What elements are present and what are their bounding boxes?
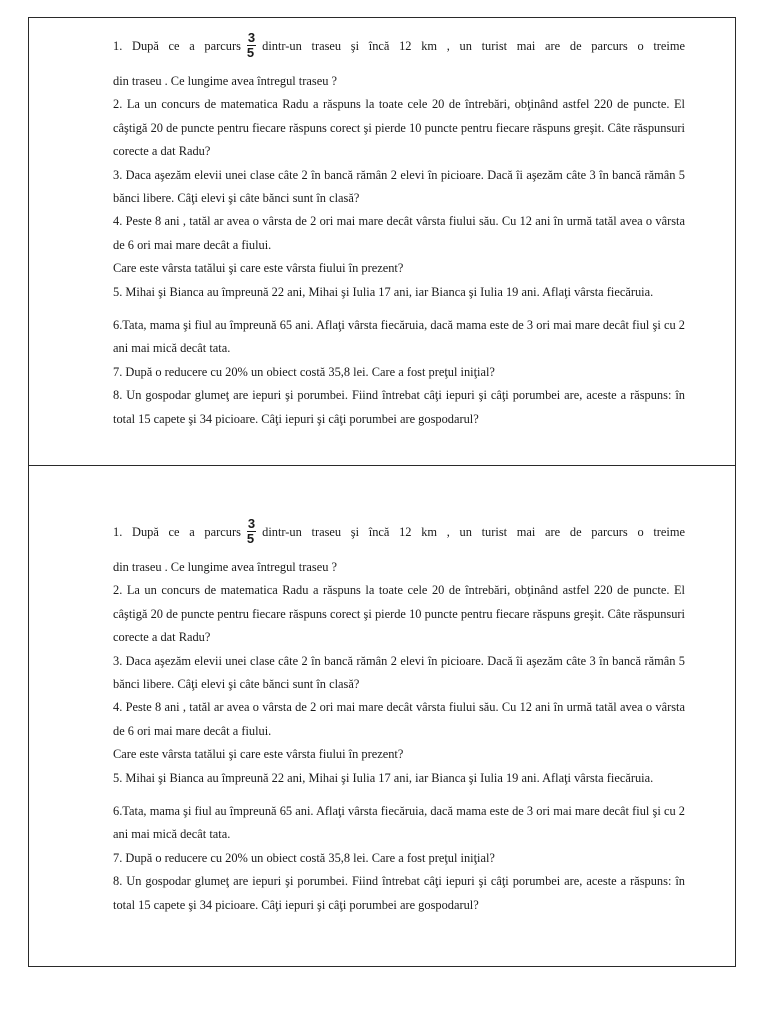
problem-8: 8. Un gospodar glumeţ are iepuri şi porumbei. Fiind întrebat câţi iepuri şi câţi porumbei are, aceste a răspuns: în total 15 capete şi 34 picioare. Câţi iepuri şi câţi porumbei are gospodarul? [113, 388, 685, 426]
problem-3: 3. Daca aşezăm elevii unei clase câte 2 în bancă rămân 2 elevi în picioare. Dacă îi aşezăm câte 3 în bancă rămân 5 bănci libere. Câţi elevi şi câte bănci sunt în clasă? [113, 653, 685, 692]
problem-1-text-end: dintr-un traseu şi încă 12 km , un turist mai are de parcurs o treime [262, 39, 685, 53]
problem-1-text-start: 1. După ce a parcurs [113, 39, 241, 53]
problem-8: 8. Un gospodar glumeţ are iepuri şi porumbei. Fiind întrebat câţi iepuri şi câţi porumbei are, aceste a răspuns: în total 15 capete şi 34 picioare. Câţi iepuri şi câţi porumbei are gospodarul? [113, 874, 685, 912]
problem-5: 5. Mihai şi Bianca au împreună 22 ani, Mihai şi Iulia 17 ani, iar Bianca şi Iulia 19 ani. Aflaţi vârsta fiecăruia. [113, 770, 654, 785]
worksheet-copy-bottom [28, 465, 736, 967]
problem-2: 2. La un concurs de matematica Radu a răspuns la toate cele 20 de întrebări, obţinând astfel 220 de puncte. El câştigă 20 de puncte pentru fiecare răspuns corect şi pierde 10 puncte pentru fiecare răspuns greşit. Câte răspunsuri corecte a dat Radu? [113, 97, 685, 159]
problem-4: 4. Peste 8 ani , tatăl ar avea o vârsta de 2 ori mai mare decât vârsta fiului său. Cu 12 ani în urmă tatăl avea o vârsta de 6 ori mai mare decât a fiului. [113, 700, 685, 738]
fraction [247, 517, 256, 546]
problem-1-line-1 [113, 26, 685, 66]
problem-list [113, 26, 685, 431]
problem-6: 6.Tata, mama şi fiul au împreună 65 ani. Aflaţi vârsta fiecăruia, dacă mama este de 3 ori mai mare decât fiul şi cu 2 ani mai mică decât tata. [113, 318, 685, 356]
spacer [113, 790, 685, 800]
problem-5: 5. Mihai şi Bianca au împreună 22 ani, Mihai şi Iulia 17 ani, iar Bianca şi Iulia 19 ani. Aflaţi vârsta fiecăruia. [113, 284, 654, 299]
problem-4-question: Care este vârsta tatălui şi care este vârsta fiului în prezent? [113, 747, 404, 762]
fraction-numerator: 3 [247, 29, 256, 45]
problem-7: 7. După o reducere cu 20% un obiect costă 35,8 lei. Care a fost preţul iniţial? [113, 850, 495, 865]
fraction-denominator: 5 [246, 44, 255, 60]
fraction-denominator: 5 [246, 530, 255, 546]
problem-6: 6.Tata, mama şi fiul au împreună 65 ani. Aflaţi vârsta fiecăruia, dacă mama este de 3 ori mai mare decât fiul şi cu 2 ani mai mică decât tata. [113, 804, 685, 842]
spacer [113, 304, 685, 314]
problem-1-line-1 [113, 512, 685, 552]
problem-7: 7. După o reducere cu 20% un obiect costă 35,8 lei. Care a fost preţul iniţial? [113, 364, 495, 379]
problem-2: 2. La un concurs de matematica Radu a răspuns la toate cele 20 de întrebări, obţinând astfel 220 de puncte. El câştigă 20 de puncte pentru fiecare răspuns corect şi pierde 10 puncte pentru fiecare răspuns greşit. Câte răspunsuri corecte a dat Radu? [113, 583, 685, 645]
problem-1-line-2: din traseu . Ce lungime avea întregul traseu ? [113, 74, 337, 88]
problem-3: 3. Daca aşezăm elevii unei clase câte 2 în bancă rămân 2 elevi în picioare. Dacă îi aşezăm câte 3 în bancă rămân 5 bănci libere. Câţi elevi şi câte bănci sunt în clasă? [113, 167, 685, 206]
fraction [247, 31, 256, 60]
problem-4: 4. Peste 8 ani , tatăl ar avea o vârsta de 2 ori mai mare decât vârsta fiului său. Cu 12 ani în urmă tatăl avea o vârsta de 6 ori mai mare decât a fiului. [113, 214, 685, 252]
problem-1-text-start: 1. După ce a parcurs [113, 525, 241, 539]
problem-4-question: Care este vârsta tatălui şi care este vârsta fiului în prezent? [113, 261, 404, 276]
problem-list [113, 512, 685, 917]
worksheet-copy-top [28, 17, 736, 465]
problem-1-line-2: din traseu . Ce lungime avea întregul traseu ? [113, 560, 337, 574]
fraction-numerator: 3 [247, 515, 256, 531]
problem-1-text-end: dintr-un traseu şi încă 12 km , un turist mai are de parcurs o treime [262, 525, 685, 539]
